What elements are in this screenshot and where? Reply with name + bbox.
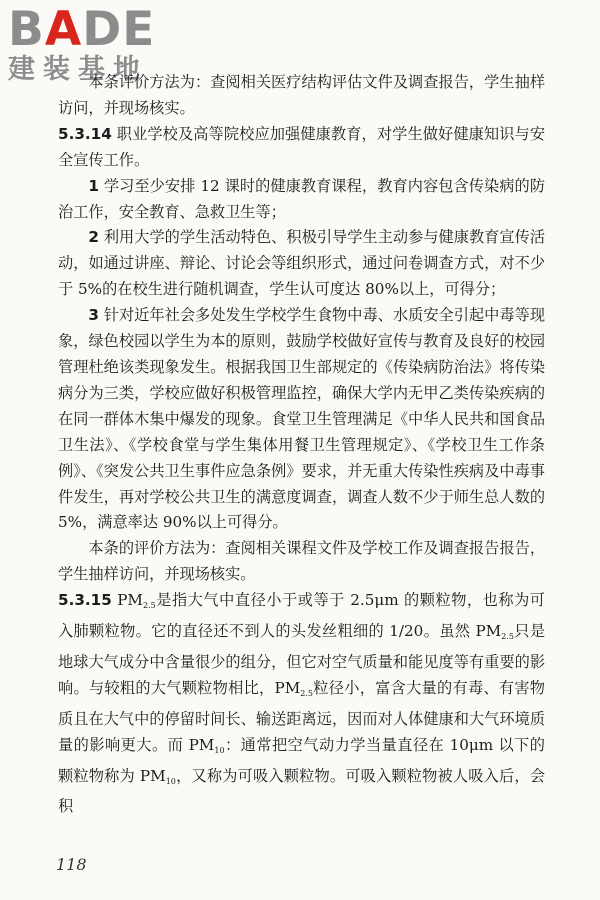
clause-number: 5.3.15 [58,591,112,610]
list-item-1 [58,174,545,226]
list-item-text: 学习至少安排 12 课时的健康教育课程，教育内容包含传染病的防治工作，安全教育、急救卫生等； [58,176,546,221]
clause-5-3-14 [58,122,545,174]
list-item-number: 2 [88,228,99,247]
clause-text-c: 只是地球大气成分中含量很少的组分，但它对空气质量和能见度等有重要的影响。与较粗的大气颗粒物相比，PM [58,622,546,697]
clause-number: 5.3.14 [58,124,112,143]
subscript: 2.5 [300,688,314,698]
clause-text-e: ：通常把空气动力学当量直径在 10μm 以下的颗粒物称为 PM [58,735,545,785]
logo-subtitle: 建装基地 [8,54,148,85]
clause-text-b: 是指大气中直径小于或等于 2.5μm 的颗粒物，也称为可入肺颗粒物。它的直径还不到人的头发丝粗细的 1/20。虽然 PM [58,591,545,641]
clause-text-f: ，又称为可吸入颗粒物。可吸入颗粒物被人吸入后，会积 [58,766,546,816]
paragraph-evaluation-2: 本条的评价方法为：查阅相关课程文件及学校工作及调查报告报告，学生抽样访问，并现场核实。 [58,539,545,584]
clause-5-3-15 [58,588,545,820]
subscript: 10 [165,776,176,786]
list-item-number: 3 [88,306,99,325]
subscript: 2.5 [142,601,156,611]
subscript: 10 [214,745,225,755]
list-item-2 [58,225,545,303]
clause-text-a: PM [117,591,143,610]
clause-text: 职业学校及高等院校应加强健康教育，对学生做好健康知识与安全宣传工作。 [58,124,546,169]
logo-wordmark: BADE [8,2,156,57]
page-number: 118 [56,855,87,874]
list-item-number: 1 [88,176,99,195]
list-item-3 [58,303,545,536]
paragraph-evaluation-1: 本条评价方法为：查阅相关医疗结构评估文件及调查报告，学生抽样访问，并现场核实。 [58,73,545,117]
list-item-text: 针对近年社会多处发生学校学生食物中毒、水质安全引起中毒等现象，绿色校园以学生为本的原则，鼓励学校做好宣传与教育及良好的校园管理杜绝该类现象发生。根据我国卫生部规定的《传染病防治法》将传染病分为三类，学校应做好积极管理监控，确保大学内无甲乙类传染疾病的在同一群体木集中爆发的现象。食堂卫生管理满足《中华人民共和国食品卫生法》、《学校食堂与学生集体用餐卫生管理规定》、《学校卫生工作条例》、《突发公共卫生事件应急条例》要求，并无重大传染性疾病及中毒事件发生，再对学校公共卫生的满意度调查，调查人数不少于师生总人数的 5%，满意率达 90%以上可得分。 [58,306,546,532]
clause-text-d: 粒径小，富含大量的有毒、有害物质且在大气中的停留时间长、输送距离远，因而对人体健康和大气环境质量的影响更大。而 PM [58,678,545,754]
subscript: 2.5 [501,632,514,642]
page-body [58,70,545,820]
list-item-text: 利用大学的学生活动特色、积极引导学生主动参与健康教育宣传活动，如通过讲座、辩论、讨论会等组织形式，通过问卷调查方式，对不少于 5%的在校生进行随机调查，学生认可度达 80%以上，可得分； [58,228,546,299]
